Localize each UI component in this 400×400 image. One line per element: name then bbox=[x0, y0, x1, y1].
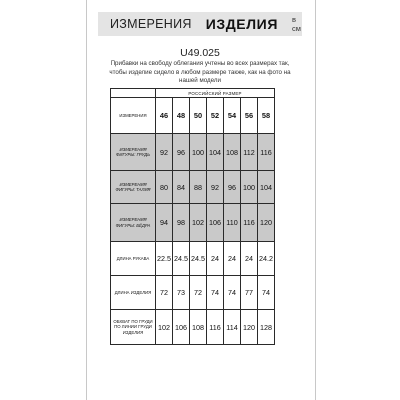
table-cell: 114 bbox=[224, 310, 241, 345]
table-cell: 96 bbox=[173, 134, 190, 171]
table-size-cell: 48 bbox=[173, 98, 190, 134]
title-garment: ИЗДЕЛИЯ bbox=[205, 16, 278, 32]
table-cell: 74 bbox=[224, 276, 241, 310]
description-line: нашей модели bbox=[179, 77, 221, 85]
table-cell: 84 bbox=[173, 171, 190, 204]
table-cell: 24.2 bbox=[258, 242, 275, 276]
size-table bbox=[110, 88, 275, 345]
table-cell: 116 bbox=[258, 134, 275, 171]
table-row bbox=[111, 310, 275, 345]
table-group-header-row bbox=[111, 89, 275, 98]
table-cell: 128 bbox=[258, 310, 275, 345]
description-line: чтобы изделие сидело в любом размере также, как на фото на bbox=[109, 68, 291, 76]
table-size-row bbox=[111, 98, 275, 134]
table-cell: 120 bbox=[241, 310, 258, 345]
table-cell: 108 bbox=[190, 310, 207, 345]
table-corner-cell bbox=[111, 89, 156, 98]
table-cell: 120 bbox=[258, 204, 275, 242]
table-row bbox=[111, 204, 275, 242]
table-size-cell: 54 bbox=[224, 98, 241, 134]
table-size-label: ИЗМЕРЕНИЯ bbox=[111, 98, 156, 134]
article-code: U49.025 bbox=[180, 47, 220, 59]
table-row bbox=[111, 171, 275, 204]
table-group-header: РОССИЙСКИЙ РАЗМЕР bbox=[156, 89, 275, 98]
table-row bbox=[111, 134, 275, 171]
table-size-cell: 56 bbox=[241, 98, 258, 134]
description-text bbox=[106, 60, 294, 86]
table-cell: 104 bbox=[207, 134, 224, 171]
table-row bbox=[111, 276, 275, 310]
title-banner bbox=[98, 12, 302, 36]
table-row-label: ДЛИНА РУКАВА bbox=[111, 242, 156, 276]
table-cell: 110 bbox=[224, 204, 241, 242]
table-cell: 92 bbox=[156, 134, 173, 171]
table-size-cell: 58 bbox=[258, 98, 275, 134]
table-cell: 72 bbox=[156, 276, 173, 310]
table-cell: 24 bbox=[241, 242, 258, 276]
table-row-label: ДЛИНА ИЗДЕЛИЯ bbox=[111, 276, 156, 310]
table-row-label: ИЗМЕРЕНИЯ ФИГУРЫ: БЁДРА bbox=[111, 204, 156, 242]
table-cell: 96 bbox=[224, 171, 241, 204]
table-size-cell: 50 bbox=[190, 98, 207, 134]
table-cell: 98 bbox=[173, 204, 190, 242]
table-row-label: ОБХВАТ ПО ГРУДИ ПО ЛИНИИ ГРУДИ ИЗДЕЛИЯ bbox=[111, 310, 156, 345]
table-cell: 104 bbox=[258, 171, 275, 204]
title-measurements: ИЗМЕРЕНИЯ bbox=[110, 17, 192, 31]
table-cell: 24.5 bbox=[173, 242, 190, 276]
table-cell: 102 bbox=[156, 310, 173, 345]
table-row-label: ИЗМЕРЕНИЯ ФИГУРЫ: ГРУДЬ bbox=[111, 134, 156, 171]
table-cell: 77 bbox=[241, 276, 258, 310]
table-size-cell: 46 bbox=[156, 98, 173, 134]
table-cell: 106 bbox=[173, 310, 190, 345]
table-cell: 22.5 bbox=[156, 242, 173, 276]
table-cell: 24 bbox=[207, 242, 224, 276]
table-cell: 100 bbox=[190, 134, 207, 171]
table-cell: 100 bbox=[241, 171, 258, 204]
table-cell: 24 bbox=[224, 242, 241, 276]
table-cell: 116 bbox=[207, 310, 224, 345]
table-cell: 24.5 bbox=[190, 242, 207, 276]
table-row-label: ИЗМЕРЕНИЯ ФИГУРЫ: ТАЛИЯ bbox=[111, 171, 156, 204]
table-cell: 88 bbox=[190, 171, 207, 204]
table-cell: 108 bbox=[224, 134, 241, 171]
table-cell: 112 bbox=[241, 134, 258, 171]
table-cell: 116 bbox=[241, 204, 258, 242]
table-size-cell: 52 bbox=[207, 98, 224, 134]
table-cell: 74 bbox=[258, 276, 275, 310]
description-line: Прибавки на свободу облегания учтены во всех размерах так, bbox=[110, 60, 290, 67]
table-cell: 73 bbox=[173, 276, 190, 310]
table-cell: 94 bbox=[156, 204, 173, 242]
table-cell: 102 bbox=[190, 204, 207, 242]
table-cell: 80 bbox=[156, 171, 173, 204]
table-row bbox=[111, 242, 275, 276]
table-cell: 72 bbox=[190, 276, 207, 310]
table-cell: 106 bbox=[207, 204, 224, 242]
table-cell: 92 bbox=[207, 171, 224, 204]
table-cell: 74 bbox=[207, 276, 224, 310]
title-unit: в см bbox=[292, 15, 301, 33]
